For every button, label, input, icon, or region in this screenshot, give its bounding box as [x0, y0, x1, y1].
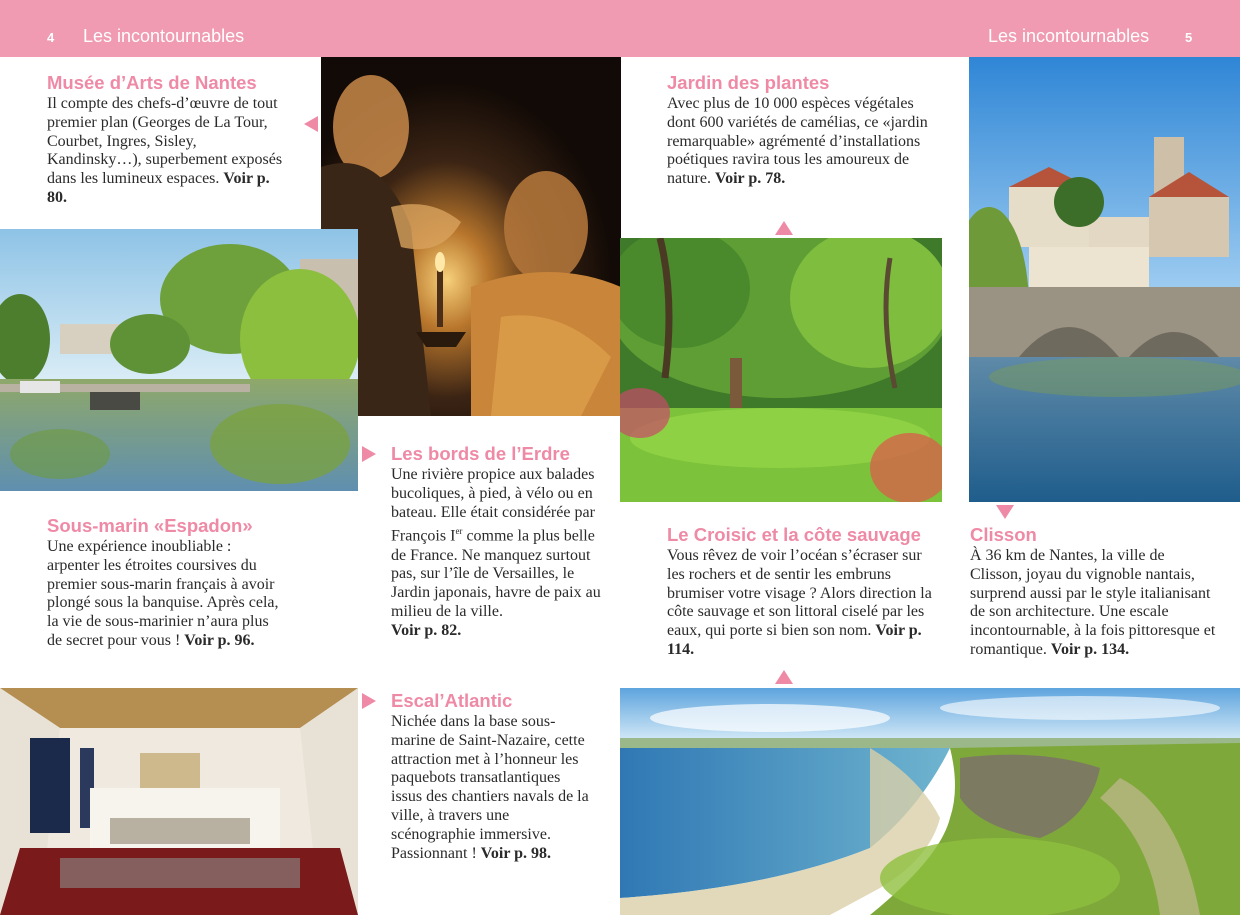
jardin-photo — [620, 238, 942, 502]
jardin-section — [667, 72, 932, 189]
right-page-number: 5 — [1185, 30, 1193, 45]
escal-section — [391, 690, 591, 863]
jardin-text: Avec plus de 10 000 espèces végétales dont 600 variétés de camélias, ce «jardin remarquable» agrémenté d’installations poétiques ravira tous les amoureux de nature. Voir p. 78. — [667, 95, 928, 188]
clisson-title: Clisson — [970, 524, 1037, 545]
pointer-down-triangle-clisson — [996, 505, 1014, 519]
sousmarin-title: Sous-marin «Espadon» — [47, 515, 253, 536]
sousmarin-text: Une expérience inoubliable : arpenter les étroites coursives du premier sous-marin français à avoir plongé sous la banquise. Après cela, la vie de sous-marinier n’aura plus de secret pour vous ! Voir p. 96. — [47, 538, 279, 649]
pointer-right-triangle-erdre — [362, 446, 376, 462]
erdre-section — [391, 443, 601, 641]
escal-text: Nichée dans la base sous-marine de Saint-Nazaire, cette attraction met à l’honneur les paquebots transatlantiques issus des chantiers navals de la ville, à travers une scénographie immersive. Passionnant ! Voir p. 98. — [391, 713, 589, 862]
painting-photo — [321, 57, 621, 416]
pointer-right-triangle-escal — [362, 693, 376, 709]
pointer-up-triangle-jardin — [775, 221, 793, 235]
erdre-text: Une rivière propice aux balades bucoliques, à pied, à vélo ou en bateau. Elle était considérée par François Ier comme la plus belle de France. Ne manquez surtout pas, sur l’île de Versailles, le Jardin japonais, havre de paix au milieu de la ville. Voir p. 82. — [391, 466, 601, 639]
erdre-ref: Voir p. 82. — [391, 621, 462, 639]
header-bar — [0, 0, 1240, 57]
musee-section — [47, 72, 287, 208]
escal-atlantic-photo — [0, 688, 358, 915]
erdre-title: Les bords de l’Erdre — [391, 443, 570, 464]
musee-text: Il compte des chefs-d’œuvre de tout premier plan (Georges de La Tour, Courbet, Ingres, Sisley, Kandinsky…), superbement exposés dans les lumineux espaces. Voir p. 80. — [47, 95, 283, 206]
escal-title: Escal’Atlantic — [391, 690, 513, 711]
right-running-title: Les incontournables — [988, 26, 1150, 46]
sousmarin-ref: Voir p. 96. — [184, 631, 255, 649]
jardin-title: Jardin des plantes — [667, 72, 830, 93]
musee-title: Musée d’Arts de Nantes — [47, 72, 257, 93]
clisson-text: À 36 km de Nantes, la ville de Clisson, joyau du vignoble nantais, surprend aussi par le style italianisant de son architecture. Une escale incontournable, à la fois pittoresque et romantique. Voir p. 134. — [970, 547, 1216, 658]
left-running-title: Les incontournables — [83, 26, 245, 46]
clisson-photo — [969, 57, 1240, 502]
escal-ref: Voir p. 98. — [480, 844, 552, 862]
sousmarin-section — [47, 515, 287, 651]
clisson-ref: Voir p. 134. — [1050, 640, 1130, 658]
pointer-up-triangle-croisic — [775, 670, 793, 684]
clisson-section — [970, 524, 1220, 660]
croisic-ref: Voir p. 114. — [667, 622, 922, 658]
croisic-section — [667, 524, 937, 660]
croisic-title: Le Croisic et la côte sauvage — [667, 524, 921, 545]
jardin-ref: Voir p. 78. — [714, 170, 786, 188]
left-page-number: 4 — [47, 30, 55, 45]
musee-ref: Voir p. 80. — [47, 170, 270, 206]
croisic-text: Vous rêvez de voir l’océan s’écraser sur les rochers et de sentir les embruns brumiser votre visage ? Alors direction la côte sauvage et son littoral ciselé par les eaux, qui porte si bien son nom. Voir p. 114. — [667, 547, 932, 658]
pointer-left-triangle — [304, 116, 318, 132]
erdre-photo — [0, 229, 358, 491]
cote-sauvage-photo — [620, 688, 1240, 915]
